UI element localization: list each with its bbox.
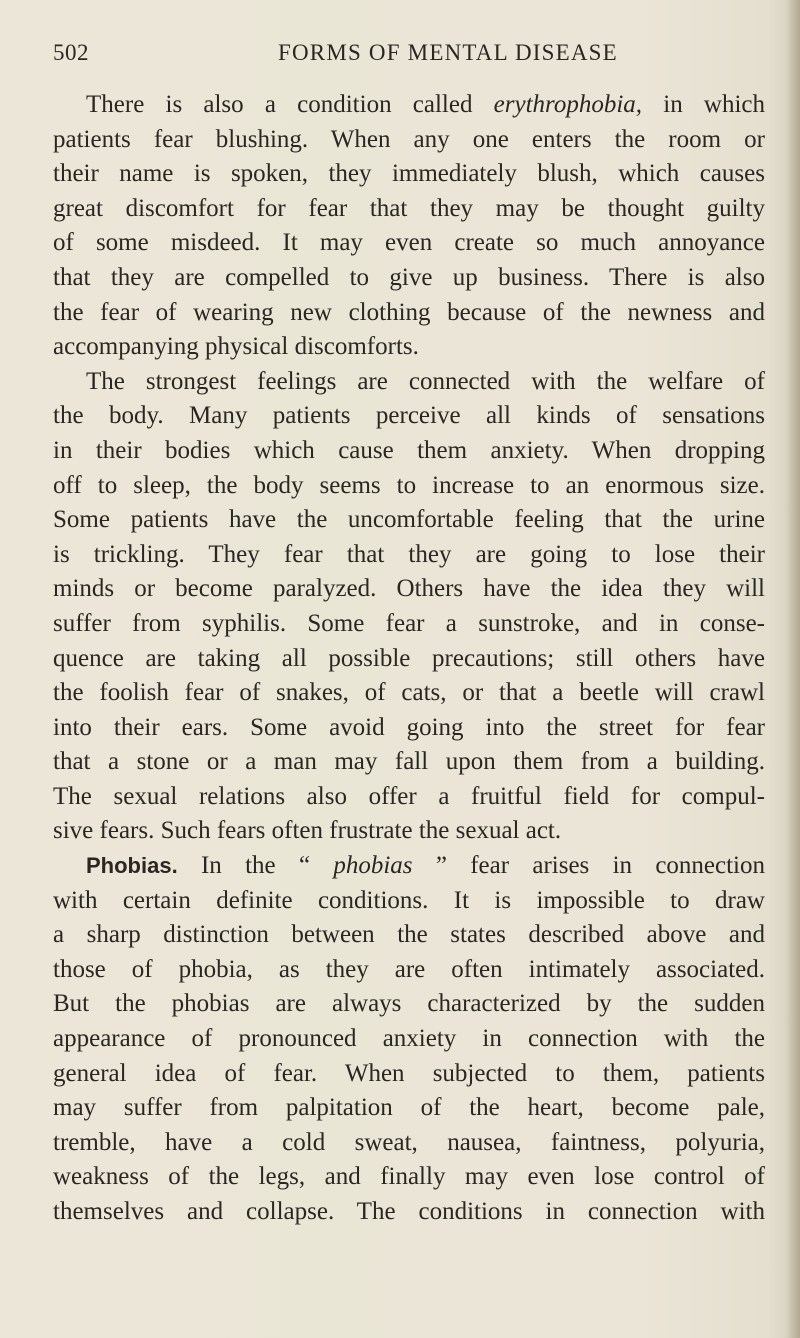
text-line: suffer from syphilis. Some fear a sunstroke, and in conse- <box>53 609 765 637</box>
text-line: off to sleep, the body seems to increase to an enormous size. <box>53 471 765 499</box>
text-line: their name is spoken, they immediately blush, which causes <box>53 160 765 188</box>
text-line: general idea of fear. When subjected to them, patients <box>53 1059 765 1087</box>
text-line: The sexual relations also offer a fruitful field for compul- <box>53 782 765 810</box>
text-line: into their ears. Some avoid going into the street for fear <box>53 713 765 741</box>
text-line: with certain definite conditions. It is impossible to draw <box>53 886 765 914</box>
body-text <box>53 88 765 1230</box>
text-line: those of phobia, as they are often intimately associated. <box>53 955 765 983</box>
text-line: the foolish fear of snakes, of cats, or that a beetle will crawl <box>53 679 765 707</box>
text-line: weakness of the legs, and finally may even lose control of <box>53 1163 765 1191</box>
text-line: quence are taking all possible precautions; still others have <box>53 644 765 672</box>
text-line: may suffer from palpitation of the heart, become pale, <box>53 1094 765 1122</box>
text-line: is trickling. They fear that they are going to lose their <box>53 540 765 568</box>
text-line: appearance of pronounced anxiety in connection with the <box>53 1025 765 1053</box>
text-line: themselves and collapse. The conditions in connection with <box>53 1198 765 1225</box>
term-erythrophobia: erythrophobia, <box>493 91 643 118</box>
text-line: There is also a condition called erythrophobia, in which <box>86 91 765 118</box>
text-line: a sharp distinction between the states described above and <box>53 921 765 949</box>
text-line: The strongest feelings are connected with the welfare of <box>86 367 765 395</box>
term-phobias: phobias <box>333 852 413 880</box>
text-line: Some patients have the uncomfortable feeling that the urine <box>53 506 765 534</box>
text-line: of some misdeed. It may even create so much annoyance <box>53 229 765 257</box>
text-line: the body. Many patients perceive all kinds of sensations <box>53 402 765 430</box>
text-line: Phobias. In the “ phobias ” fear arises in connection <box>86 852 765 880</box>
text-line: tremble, have a cold sweat, nausea, faintness, polyuria, <box>53 1128 765 1156</box>
text-line: the fear of wearing new clothing because of the newness and <box>53 298 765 326</box>
section-heading-phobias: Phobias. <box>86 853 178 879</box>
page-edge-shadow <box>786 0 800 1338</box>
text-line: patients fear blushing. When any one enters the room or <box>53 125 765 153</box>
text-line: that they are compelled to give up business. There is also <box>53 263 765 291</box>
text-line: accompanying physical discomforts. <box>53 333 419 361</box>
text-line: great discomfort for fear that they may be thought guilty <box>53 194 765 222</box>
page-number: 502 <box>53 40 89 65</box>
text-line: But the phobias are always characterized by the sudden <box>53 990 765 1018</box>
running-title: FORMS OF MENTAL DISEASE <box>278 40 618 65</box>
text-line: that a stone or a man may fall upon them from a building. <box>53 748 765 776</box>
text-line: in their bodies which cause them anxiety. When dropping <box>53 436 765 464</box>
text-line: minds or become paralyzed. Others have the idea they will <box>53 575 765 603</box>
running-head <box>53 40 743 70</box>
text-line: sive fears. Such fears often frustrate the sexual act. <box>53 817 562 845</box>
